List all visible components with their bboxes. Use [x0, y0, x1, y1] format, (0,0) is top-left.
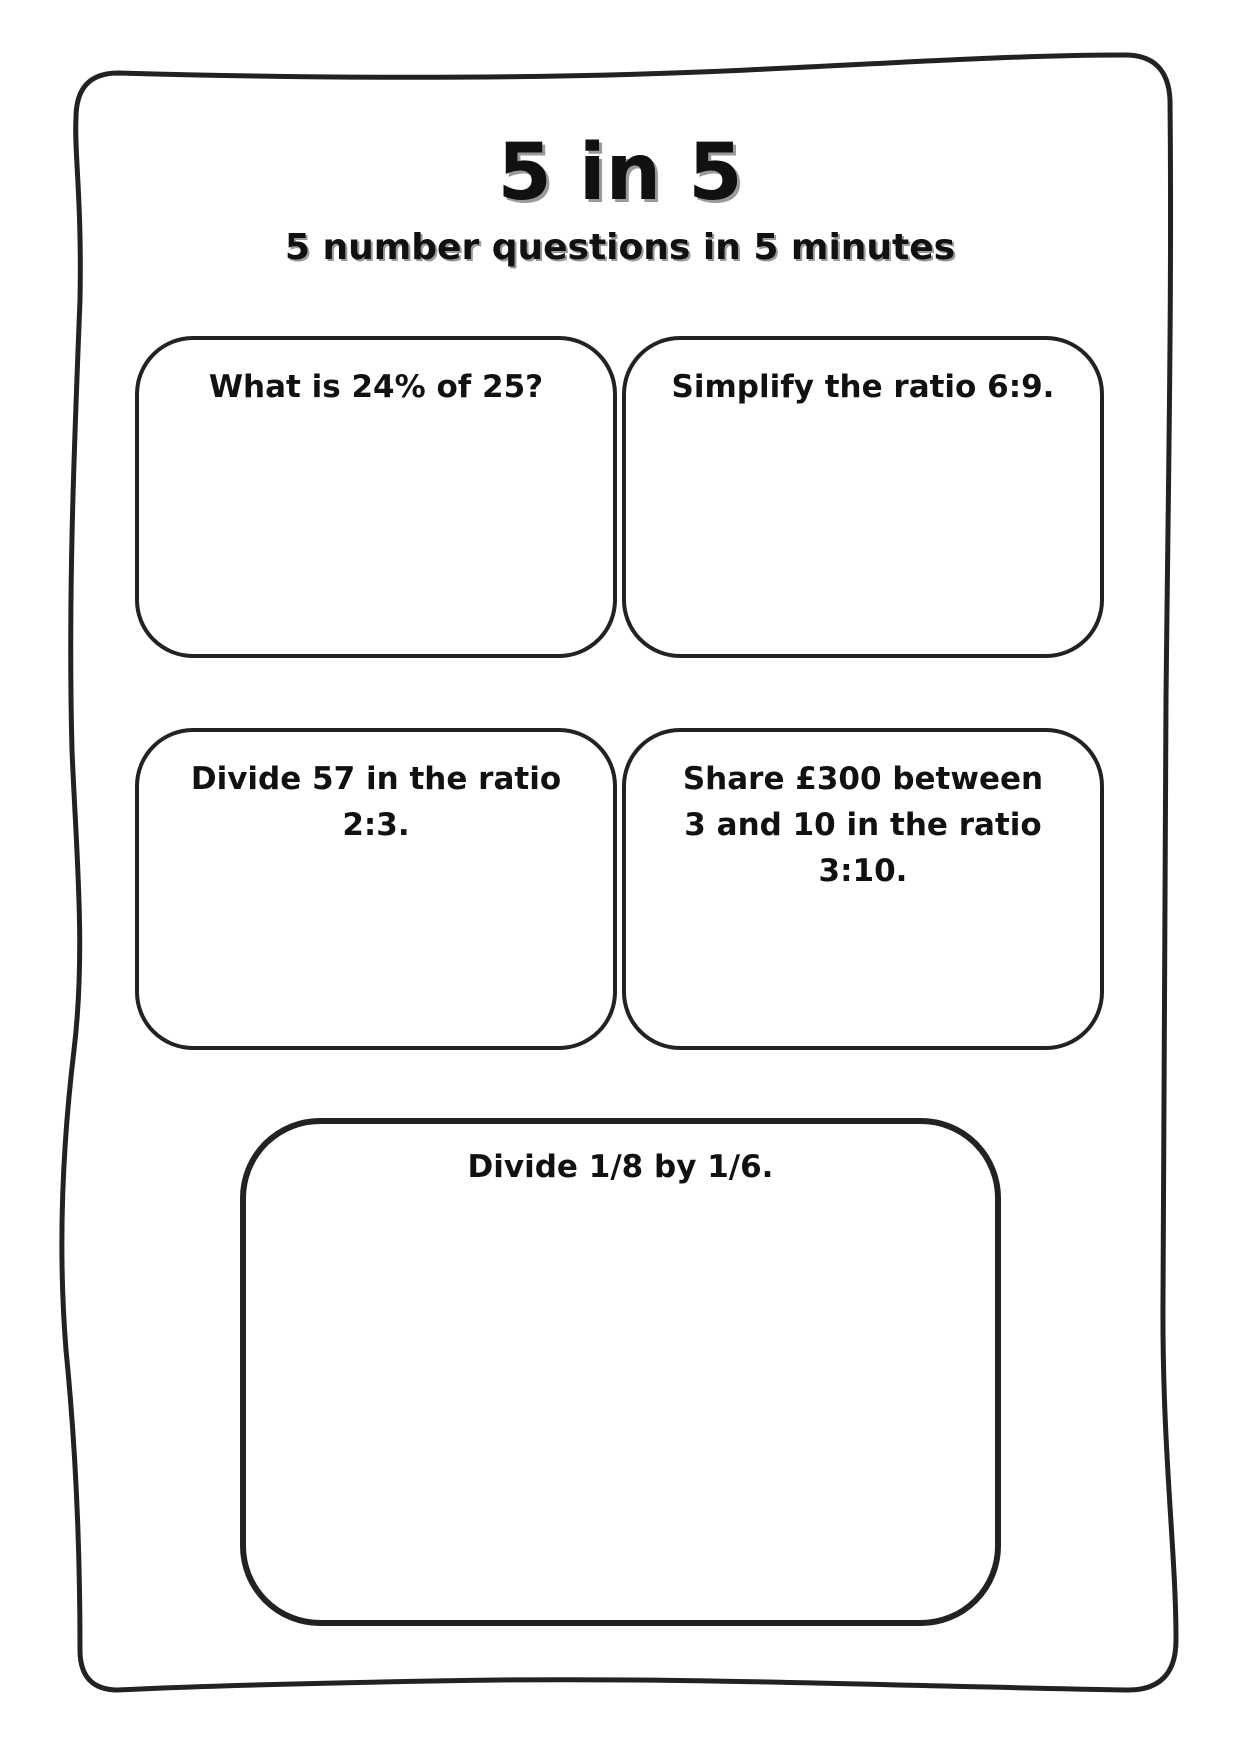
- question-text-1: What is 24% of 25?: [208, 369, 544, 405]
- question-box-4[interactable]: [622, 728, 1104, 1050]
- question-text-5: Divide 1/8 by 1/6.: [467, 1149, 774, 1185]
- question-box-3[interactable]: [135, 728, 617, 1050]
- page-title: 5 in 5: [497, 128, 743, 218]
- question-box-5[interactable]: [240, 1118, 1001, 1626]
- question-text-4: Share £300 between 3 and 10 in the ratio 3:10.: [682, 761, 1044, 889]
- question-box-2[interactable]: [622, 336, 1104, 658]
- question-text-2: Simplify the ratio 6:9.: [671, 369, 1055, 405]
- page-subtitle: 5 number questions in 5 minutes: [284, 227, 956, 268]
- question-text-3: Divide 57 in the ratio 2:3.: [190, 761, 562, 843]
- question-box-1[interactable]: [135, 336, 617, 658]
